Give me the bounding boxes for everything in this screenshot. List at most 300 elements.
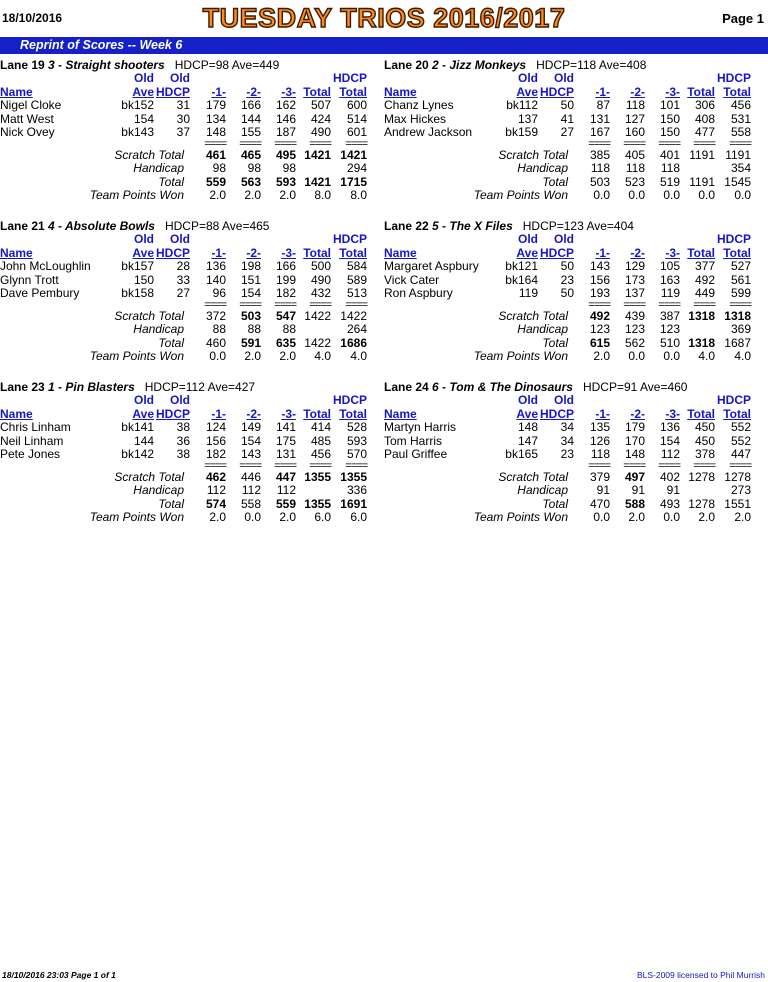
player-game-3: 199 [275, 272, 296, 287]
column-header-row [0, 233, 367, 247]
player-game-3: 162 [275, 98, 296, 112]
column-header-row [384, 408, 751, 422]
team-points-total: 6.0 [314, 510, 331, 524]
player-game-3: 187 [275, 125, 296, 139]
team-name: 6 - Tom & The Dinosaurs [432, 380, 573, 394]
header-game-1: -1- [211, 84, 226, 99]
player-total: 500 [310, 259, 331, 273]
scratch-total-handicap-total: 1421 [340, 147, 367, 162]
header-blank [645, 233, 680, 247]
header-name: Name [0, 245, 33, 260]
handicap-game-2: 98 [247, 161, 261, 175]
team-total-total: 1355 [304, 496, 331, 511]
player-game-2: 166 [240, 98, 261, 112]
team-points-total: 4.0 [314, 349, 331, 363]
handicap-total [296, 162, 331, 176]
player-name: Nick Ovey [0, 125, 55, 139]
handicap-total [296, 484, 331, 498]
player-handicap-total: 599 [730, 286, 751, 300]
player-game-2: 137 [624, 286, 645, 300]
team-points-handicap-total: 6.0 [350, 510, 367, 524]
separator-mark: ==== [345, 298, 367, 311]
handicap-handicap-total: 294 [346, 161, 367, 175]
team-handicap-average: HDCP=123 Ave=404 [522, 219, 634, 233]
row-label: Handicap [517, 322, 568, 336]
player-handicap: 30 [176, 111, 190, 126]
header-blank [574, 72, 610, 86]
player-row [384, 274, 751, 288]
player-row [0, 421, 367, 435]
player-game-1: 131 [589, 111, 610, 126]
team-points-row [384, 189, 751, 203]
player-row [0, 113, 367, 127]
team-total-total: 1421 [304, 174, 331, 189]
team-handicap-average: HDCP=118 Ave=408 [536, 58, 647, 72]
separator-mark: ==== [309, 137, 331, 150]
scratch-total-game-1: 372 [205, 308, 226, 323]
header-blank [261, 233, 296, 247]
row-label: Scratch Total [498, 308, 568, 323]
player-game-2: 143 [240, 447, 261, 461]
header-game-2: -2- [246, 245, 261, 260]
player-name: Andrew Jackson [384, 125, 473, 139]
separator-mark: ==== [588, 137, 610, 150]
player-game-3: 131 [275, 447, 296, 461]
header-hdcp: HDCP [716, 393, 751, 407]
column-header-row [0, 247, 367, 261]
player-average: bk143 [121, 125, 154, 139]
header-game-3: -3- [665, 406, 680, 421]
team-total-row [0, 176, 367, 190]
lane-number: Lane 19 [0, 58, 45, 72]
header-old-hdcp: Old [170, 232, 190, 246]
player-game-2: 127 [624, 111, 645, 126]
scratch-total-game-3: 547 [275, 308, 296, 323]
header-handicap-total: Total [723, 84, 751, 99]
header-hdcp: HDCP [716, 71, 751, 85]
separator-mark: ==== [729, 459, 751, 472]
team-points-game-1: 2.0 [593, 349, 610, 363]
player-game-2: 151 [240, 272, 261, 287]
team-points-game-2: 2.0 [244, 188, 261, 202]
separator-mark: ==== [274, 459, 296, 472]
player-handicap-total: 531 [730, 111, 751, 126]
team-points-total: 4.0 [698, 349, 715, 363]
team-total-row [0, 337, 367, 351]
match-block [384, 219, 754, 364]
column-header-row [384, 247, 751, 261]
player-game-3: 112 [660, 447, 680, 461]
column-header-row [0, 72, 367, 86]
player-name: Nigel Cloke [0, 98, 62, 112]
player-name: Matt West [0, 111, 54, 126]
scratch-total-total: 1318 [688, 308, 715, 323]
player-handicap: 34 [560, 420, 574, 434]
player-total: 450 [694, 433, 715, 448]
handicap-game-2: 91 [631, 483, 645, 497]
separator-mark: ==== [623, 298, 645, 311]
row-label: Scratch Total [114, 147, 184, 162]
team-total-game-1: 460 [205, 335, 226, 350]
handicap-game-1: 88 [212, 322, 226, 336]
player-name: Neil Linham [0, 433, 64, 448]
separator-blank [384, 140, 502, 149]
scratch-total-row [384, 310, 751, 324]
team-points-game-1: 2.0 [209, 188, 226, 202]
handicap-row [0, 162, 367, 176]
handicap-row [384, 484, 751, 498]
player-handicap-total: 570 [346, 447, 367, 461]
team-points-game-3: 0.0 [663, 510, 680, 524]
header-game-3: -3- [281, 406, 296, 421]
team-total-game-1: 615 [589, 335, 610, 350]
team-total-total: 1422 [304, 335, 331, 350]
header-old-hdcp: Old [170, 71, 190, 85]
player-game-2: 118 [625, 98, 645, 112]
header-handicap-total: Total [339, 245, 367, 260]
player-row [0, 435, 367, 449]
player-handicap-total: 593 [346, 433, 367, 448]
row-label: Team Points Won [89, 349, 184, 363]
team-handicap-average: HDCP=88 Ave=465 [164, 219, 270, 233]
separator-mark: ==== [274, 137, 296, 150]
team-points-game-1: 0.0 [209, 349, 226, 363]
team-total-row [0, 498, 367, 512]
scratch-total-total: 1421 [304, 147, 331, 162]
player-handicap-total: 528 [346, 420, 367, 434]
team-name: 4 - Absolute Bowls [48, 219, 155, 233]
scratch-total-total: 1278 [688, 469, 715, 484]
score-table [384, 394, 751, 525]
player-average: bk141 [121, 420, 154, 434]
player-name: Vick Cater [384, 272, 440, 287]
team-points-row [384, 511, 751, 525]
player-total: 456 [310, 447, 331, 461]
header-blank [226, 394, 261, 408]
handicap-total [680, 484, 715, 498]
separator-mark: ==== [309, 298, 331, 311]
column-header-row [384, 86, 751, 100]
handicap-game-3: 88 [282, 322, 296, 336]
header-game-2: -2- [630, 245, 645, 260]
match-header [384, 58, 754, 72]
row-label: Handicap [517, 483, 568, 497]
separator-mark: ==== [729, 298, 751, 311]
header-blank [261, 394, 296, 408]
player-handicap-total: 447 [730, 447, 751, 461]
separator-mark: ==== [204, 137, 226, 150]
player-game-3: 150 [659, 111, 680, 126]
team-points-game-2: 0.0 [628, 188, 645, 202]
player-game-1: 135 [589, 420, 610, 434]
scratch-total-game-3: 387 [659, 308, 680, 323]
handicap-game-3: 118 [660, 161, 680, 175]
scratch-total-handicap-total: 1355 [340, 469, 367, 484]
player-average: bk164 [505, 272, 538, 287]
player-row [384, 421, 751, 435]
team-total-row [384, 176, 751, 190]
player-handicap: 38 [176, 420, 190, 434]
scratch-total-game-3: 401 [659, 147, 680, 162]
header-old-hdcp: Old [554, 71, 574, 85]
header-hdcp: HDCP [155, 245, 190, 260]
team-total-game-1: 574 [205, 496, 226, 511]
scratch-total-row [0, 149, 367, 163]
header-blank [190, 394, 226, 408]
player-row [384, 99, 751, 113]
header-game-3: -3- [281, 84, 296, 99]
player-handicap: 23 [560, 447, 574, 461]
handicap-game-1: 91 [596, 483, 610, 497]
team-total-game-2: 588 [624, 496, 645, 511]
player-game-2: 154 [240, 433, 261, 448]
footer-license: BLS-2009 licensed to Phil Murrish [636, 970, 765, 980]
player-name: Tom Harris [384, 433, 443, 448]
header-hdcp: HDCP [332, 393, 367, 407]
header-blank [226, 233, 261, 247]
header-handicap-total: Total [723, 406, 751, 421]
player-handicap: 27 [560, 125, 574, 139]
score-table [384, 233, 751, 364]
scratch-total-game-2: 465 [240, 147, 261, 162]
player-total: 306 [694, 98, 715, 112]
handicap-game-1: 123 [589, 322, 610, 336]
team-total-total: 1191 [689, 174, 715, 189]
team-points-game-3: 0.0 [663, 188, 680, 202]
player-game-3: 166 [275, 259, 296, 273]
header-blank [296, 72, 331, 86]
team-total-game-3: 559 [275, 496, 296, 511]
row-label: Handicap [133, 161, 184, 175]
scratch-total-row [0, 471, 367, 485]
team-points-game-3: 0.0 [663, 349, 680, 363]
score-table [384, 72, 751, 203]
player-average: bk121 [505, 259, 538, 273]
player-total: 485 [310, 433, 331, 448]
handicap-game-2: 88 [247, 322, 261, 336]
header-game-1: -1- [595, 406, 610, 421]
header-game-1: -1- [211, 245, 226, 260]
player-handicap-total: 527 [730, 259, 751, 273]
header-old-ave: Old [134, 393, 154, 407]
header-total: Total [303, 84, 331, 99]
player-game-2: 149 [240, 420, 261, 434]
separator-mark: ==== [693, 137, 715, 150]
team-total-game-3: 510 [659, 335, 680, 350]
player-row [0, 99, 367, 113]
player-game-3: 182 [275, 286, 296, 300]
player-game-3: 150 [659, 125, 680, 139]
row-label: Total [158, 335, 184, 350]
team-name: 5 - The X Files [432, 219, 513, 233]
player-average: 148 [517, 420, 538, 434]
header-old-ave: Old [518, 232, 538, 246]
match-header [384, 380, 754, 394]
header-game-1: -1- [211, 406, 226, 421]
player-average: bk158 [121, 286, 154, 300]
row-label: Handicap [517, 161, 568, 175]
header-game-2: -2- [630, 406, 645, 421]
header-blank [190, 233, 226, 247]
player-handicap: 33 [176, 272, 190, 287]
player-handicap-total: 600 [346, 98, 367, 112]
player-average: bk152 [121, 98, 154, 112]
separator-mark: ==== [623, 137, 645, 150]
header-old-hdcp: Old [170, 393, 190, 407]
player-game-3: 136 [659, 420, 680, 434]
match-block [0, 58, 370, 203]
player-game-3: 175 [275, 433, 296, 448]
player-game-2: 160 [624, 125, 645, 139]
player-row [0, 274, 367, 288]
team-total-game-3: 493 [659, 496, 680, 511]
team-points-game-1: 0.0 [593, 510, 610, 524]
header-old-ave: Old [134, 71, 154, 85]
team-points-total: 0.0 [698, 188, 715, 202]
header-total: Total [303, 406, 331, 421]
player-game-2: 144 [240, 111, 261, 126]
separator-mark: ==== [623, 459, 645, 472]
match-header [0, 58, 370, 72]
player-game-1: 124 [205, 420, 226, 434]
player-game-1: 156 [205, 433, 226, 448]
team-points-row [0, 189, 367, 203]
player-name: Glynn Trott [0, 272, 59, 287]
column-header-row [384, 394, 751, 408]
player-game-2: 198 [240, 259, 261, 273]
team-total-game-2: 562 [624, 335, 645, 350]
player-game-1: 140 [205, 272, 226, 287]
header-ave: Ave [132, 245, 154, 260]
player-game-2: 129 [624, 259, 645, 273]
player-handicap: 34 [560, 433, 574, 448]
player-total: 424 [310, 111, 331, 126]
scratch-total-handicap-total: 1318 [724, 308, 751, 323]
team-points-handicap-total: 4.0 [734, 349, 751, 363]
scratch-total-row [384, 149, 751, 163]
header-blank [296, 394, 331, 408]
header-blank [0, 72, 118, 86]
team-total-handicap-total: 1551 [724, 496, 751, 511]
player-game-1: 179 [205, 98, 226, 112]
handicap-game-1: 112 [206, 483, 226, 497]
handicap-handicap-total: 354 [730, 161, 751, 175]
team-total-game-1: 503 [589, 174, 610, 189]
header-hdcp: HDCP [539, 245, 574, 260]
handicap-game-3: 123 [659, 322, 680, 336]
scratch-total-game-3: 402 [659, 469, 680, 484]
match-block [0, 380, 370, 525]
row-label: Total [542, 496, 568, 511]
team-points-row [0, 350, 367, 364]
match-header [0, 219, 370, 233]
team-name: 3 - Straight shooters [48, 58, 165, 72]
team-total-row [384, 337, 751, 351]
row-label: Team Points Won [473, 510, 568, 524]
row-label: Handicap [133, 322, 184, 336]
player-total: 449 [694, 286, 715, 300]
handicap-total [680, 162, 715, 176]
header-ave: Ave [132, 406, 154, 421]
report-date: 18/10/2016 [2, 11, 63, 25]
header-blank [610, 233, 645, 247]
header-blank [610, 394, 645, 408]
separator-blank [384, 301, 502, 310]
row-label: Handicap [133, 483, 184, 497]
team-handicap-average: HDCP=98 Ave=449 [174, 58, 280, 72]
report-banner: Reprint of Scores -- Week 6 [0, 37, 768, 54]
header-blank [0, 394, 118, 408]
header-game-2: -2- [246, 406, 261, 421]
team-points-game-2: 2.0 [628, 510, 645, 524]
team-points-game-1: 2.0 [209, 510, 226, 524]
separator-mark: ==== [204, 459, 226, 472]
team-total-game-1: 559 [205, 174, 226, 189]
player-game-1: 143 [589, 259, 610, 273]
player-handicap-total: 514 [346, 111, 367, 126]
scratch-total-game-1: 492 [589, 308, 610, 323]
handicap-handicap-total: 273 [730, 483, 751, 497]
player-name: Martyn Harris [384, 420, 457, 434]
header-blank [574, 394, 610, 408]
player-game-1: 193 [589, 286, 610, 300]
player-total: 408 [694, 111, 715, 126]
scratch-total-row [384, 471, 751, 485]
player-total: 377 [694, 259, 715, 273]
team-total-game-2: 558 [240, 496, 261, 511]
player-name: Ron Aspbury [384, 286, 453, 300]
player-total: 507 [310, 98, 331, 112]
row-label: Team Points Won [473, 349, 568, 363]
header-game-3: -3- [665, 245, 680, 260]
header-hdcp: HDCP [155, 84, 190, 99]
separator-mark: ==== [693, 298, 715, 311]
header-ave: Ave [516, 84, 538, 99]
player-handicap: 23 [560, 272, 574, 287]
header-total: Total [303, 245, 331, 260]
team-handicap-average: HDCP=112 Ave=427 [144, 380, 256, 394]
handicap-handicap-total: 369 [730, 322, 751, 336]
header-blank [645, 72, 680, 86]
player-game-3: 154 [659, 433, 680, 448]
player-handicap-total: 584 [346, 259, 367, 273]
team-total-row [384, 498, 751, 512]
header-total: Total [687, 245, 715, 260]
player-game-2: 173 [624, 272, 645, 287]
player-handicap: 36 [176, 433, 190, 448]
team-total-total: 1318 [688, 335, 715, 350]
column-header-row [0, 86, 367, 100]
player-game-2: 179 [624, 420, 645, 434]
header-blank [574, 233, 610, 247]
header-name: Name [0, 406, 33, 421]
match-header [0, 380, 370, 394]
player-average: bk165 [505, 447, 538, 461]
player-handicap-total: 601 [346, 125, 367, 139]
header-hdcp: HDCP [539, 406, 574, 421]
separator-blank [0, 462, 118, 471]
match-header [384, 219, 754, 233]
player-game-1: 134 [205, 111, 226, 126]
lane-number: Lane 21 [0, 219, 45, 233]
team-total-handicap-total: 1686 [340, 335, 367, 350]
header-name: Name [384, 406, 417, 421]
player-game-3: 101 [659, 98, 680, 112]
separator-mark: ==== [729, 137, 751, 150]
player-name: Max Hickes [384, 111, 447, 126]
player-row [384, 113, 751, 127]
handicap-row [384, 162, 751, 176]
